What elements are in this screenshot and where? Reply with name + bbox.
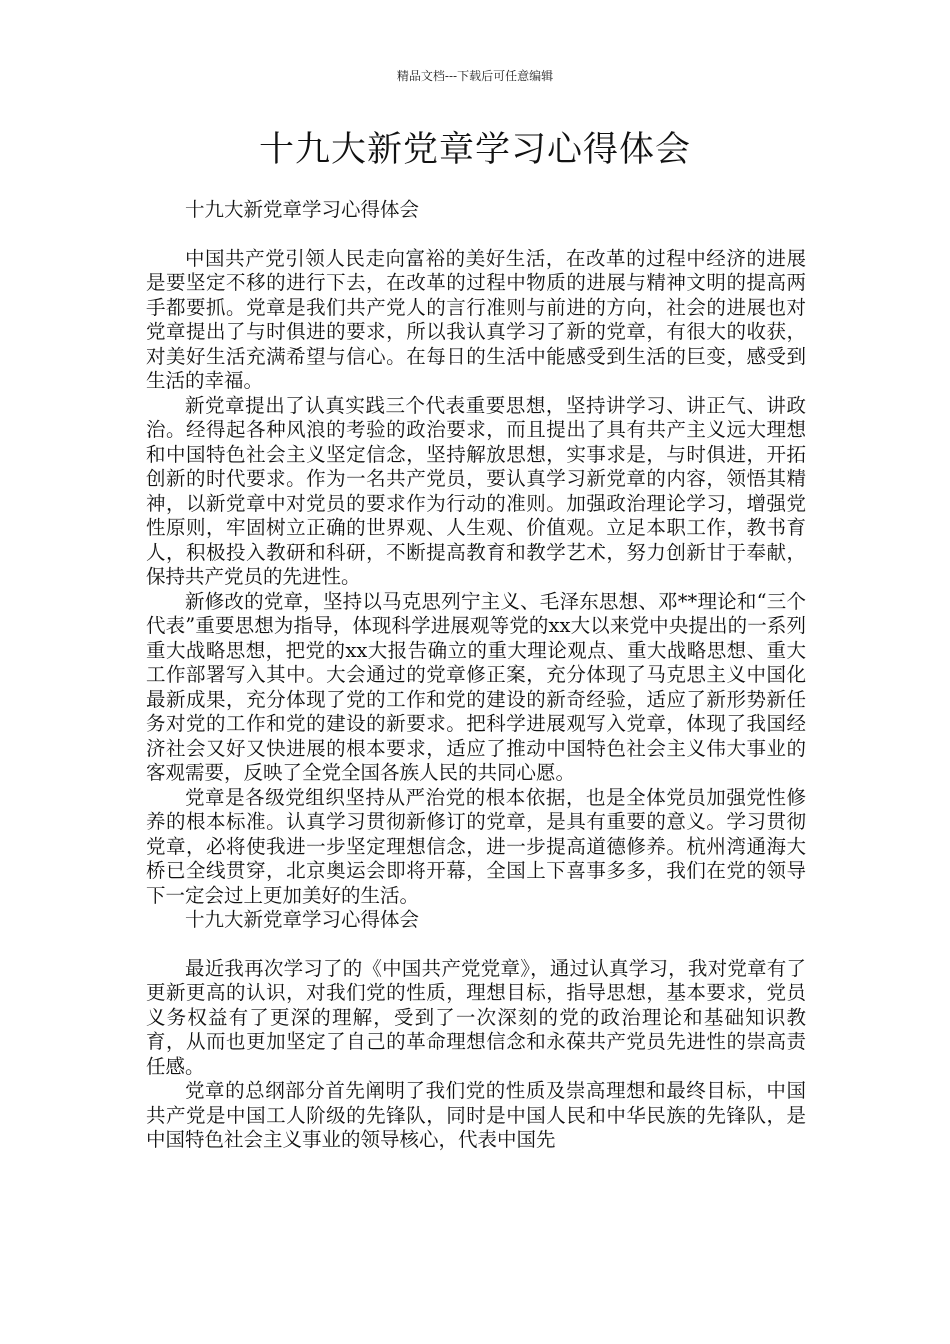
paragraph: 中国共产党引领人民走向富裕的美好生活，在改革的过程中经济的进展是要坚定不移的进行下去，在改革的过程中物质的进展与精神文明的提高两手都要抓。党章是我们共产党人的言行准则与前进的方向，社会的进展也对党章提出了与时俱进的要求，所以我认真学习了新的党章，有很大的收获，对美好生活充满希望与信心。在每日的生活中能感受到生活的巨变，感受到生活的幸福。 (146, 246, 806, 392)
section-heading: 十九大新党章学习心得体会 (185, 198, 420, 221)
paragraph: 新党章提出了认真实践三个代表重要思想，坚持讲学习、讲正气、讲政治。经得起各种风浪的考验的政治要求，而且提出了具有共产主义远大理想和中国特色社会主义坚定信念，坚持解放思想，实事求是，与时俱进，开拓创新的时代要求。作为一名共产党员，要认真学习新党章的内容，领悟其精神，以新党章中对党员的要求作为行动的准则。加强政治理论学习，增强党性原则，牢固树立正确的世界观、人生观、价值观。立足本职工作，教书育人，积极投入教研和科研，不断提高教育和教学艺术，努力创新甘于奉献，保持共产党员的先进性。 (146, 393, 806, 588)
document-body (146, 198, 806, 1153)
paragraph: 党章是各级党组织坚持从严治党的根本依据，也是全体党员加强党性修养的根本标准。认真学习贯彻新修订的党章，是具有重要的意义。学习贯彻党章，必将使我进一步坚定理想信念，进一步提高道德修养。杭州湾通海大桥已全线贯穿，北京奥运会即将开幕，全国上下喜事多多，我们在党的领导下一定会过上更加美好的生活。 (146, 785, 806, 907)
paragraph: 党章的总纲部分首先阐明了我们党的性质及崇高理想和最终目标，中国共产党是中国工人阶级的先锋队，同时是中国人民和中华民族的先锋队，是中国特色社会主义事业的领导核心，代表中国先 (146, 1079, 806, 1151)
document-title: 十九大新党章学习心得体会 (258, 130, 691, 170)
paragraph: 新修改的党章，坚持以马克思列宁主义、毛泽东思想、邓**理论和“三个代表”重要思想为指导，体现科学进展观等党的xx大以来党中央提出的一系列重大战略思想，把党的xx大报告确立的重大理论观点、重大战略思想、重大工作部署写入其中。大会通过的党章修正案，充分体现了马克思主义中国化最新成果，充分体现了党的工作和党的建设的新奇经验，适应了新形势新任务对党的工作和党的建设的新要求。把科学进展观写入党章，体现了我国经济社会又好又快进展的根本要求，适应了推动中国特色社会主义伟大事业的客观需要，反映了全党全国各族人民的共同心愿。 (146, 589, 806, 784)
section-heading: 十九大新党章学习心得体会 (185, 908, 420, 931)
header-note: 精品文档---下载后可任意编辑 (396, 69, 554, 83)
paragraph: 最近我再次学习了的《中国共产党党章》，通过认真学习，我对党章有了更新更高的认识，对我们党的性质，理想目标，指导思想，基本要求，党员义务权益有了更深的理解，受到了一次深刻的党的政治理论和基础知识教育，从而也更加坚定了自己的革命理想信念和永葆共产党员先进性的崇高责任感。 (146, 956, 806, 1078)
